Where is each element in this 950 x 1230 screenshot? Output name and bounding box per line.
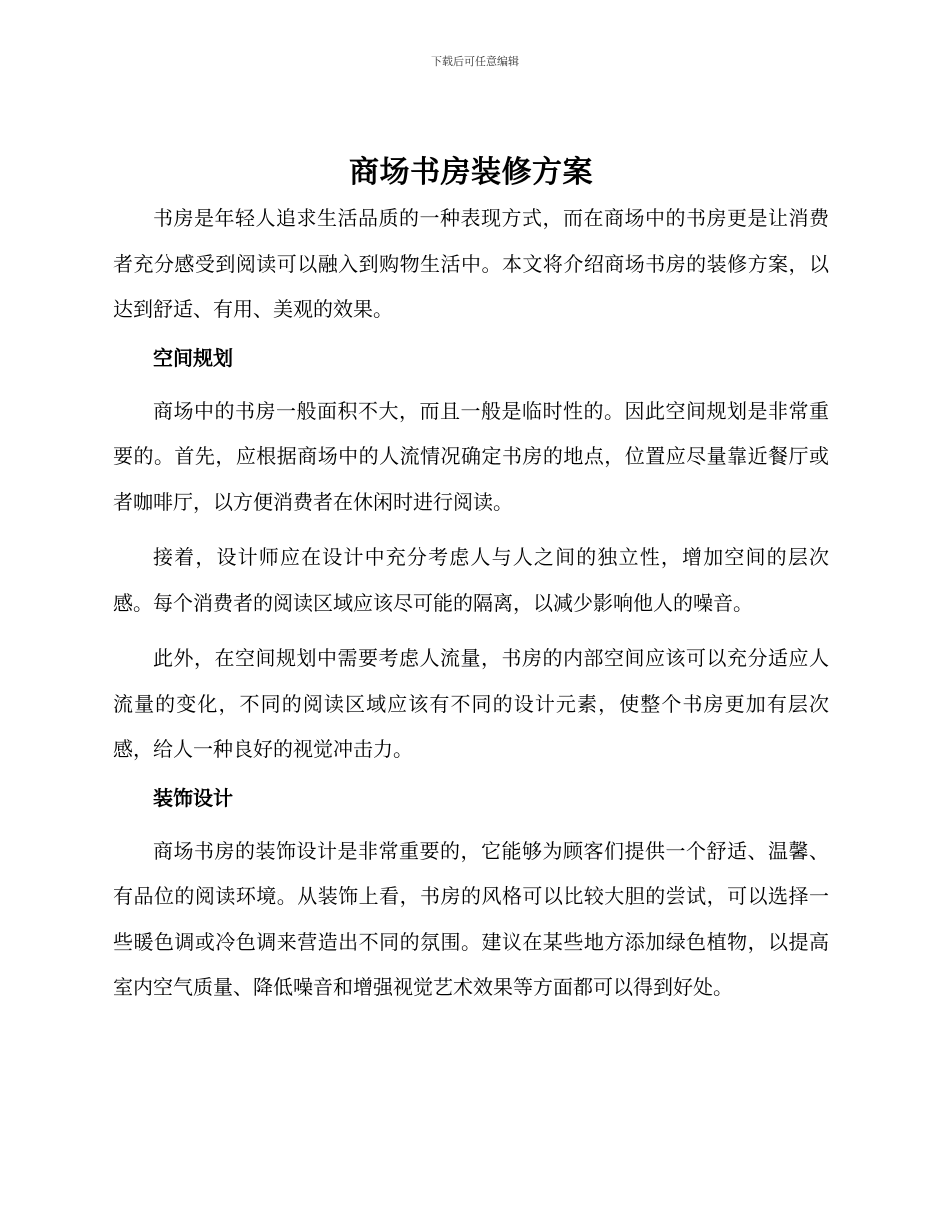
paragraph: 商场书房的装饰设计是非常重要的，它能够为顾客们提供一个舒适、温馨、有品位的阅读环境。从装饰上看，书房的风格可以比较大胆的尝试，可以选择一些暖色调或冷色调来营造出不同的氛围。建议在某些地方添加绿色植物，以提高室内空气质量、降低噪音和增强视觉艺术效果等方面都可以得到好处。 — [113, 838, 829, 999]
section-space-planning — [113, 336, 829, 773]
document-body — [113, 150, 829, 1011]
section-heading: 装饰设计 — [153, 785, 233, 810]
intro-paragraph: 书房是年轻人追求生活品质的一种表现方式，而在商场中的书房更是让消费者充分感受到阅读可以融入到购物生活中。本文将介绍商场书房的装修方案，以达到舒适、有用、美观的效果。 — [113, 206, 829, 321]
section-heading: 空间规划 — [153, 345, 233, 370]
paragraph: 此外，在空间规划中需要考虑人流量，书房的内部空间应该可以充分适应人流量的变化，不同的阅读区域应该有不同的设计元素，使整个书房更加有层次感，给人一种良好的视觉冲击力。 — [113, 646, 829, 761]
paragraph: 接着，设计师应在设计中充分考虑人与人之间的独立性，增加空间的层次感。每个消费者的阅读区域应该尽可能的隔离，以减少影响他人的噪音。 — [113, 545, 829, 615]
paragraph: 商场中的书房一般面积不大，而且一般是临时性的。因此空间规划是非常重要的。首先，应根据商场中的人流情况确定书房的地点，位置应尽量靠近餐厅或者咖啡厅，以方便消费者在休闲时进行阅读。 — [113, 398, 829, 514]
section-decoration-design — [113, 776, 829, 1011]
document-title: 商场书房装修方案 — [349, 155, 593, 190]
header-note: 下载后可任意编辑 — [431, 55, 519, 68]
